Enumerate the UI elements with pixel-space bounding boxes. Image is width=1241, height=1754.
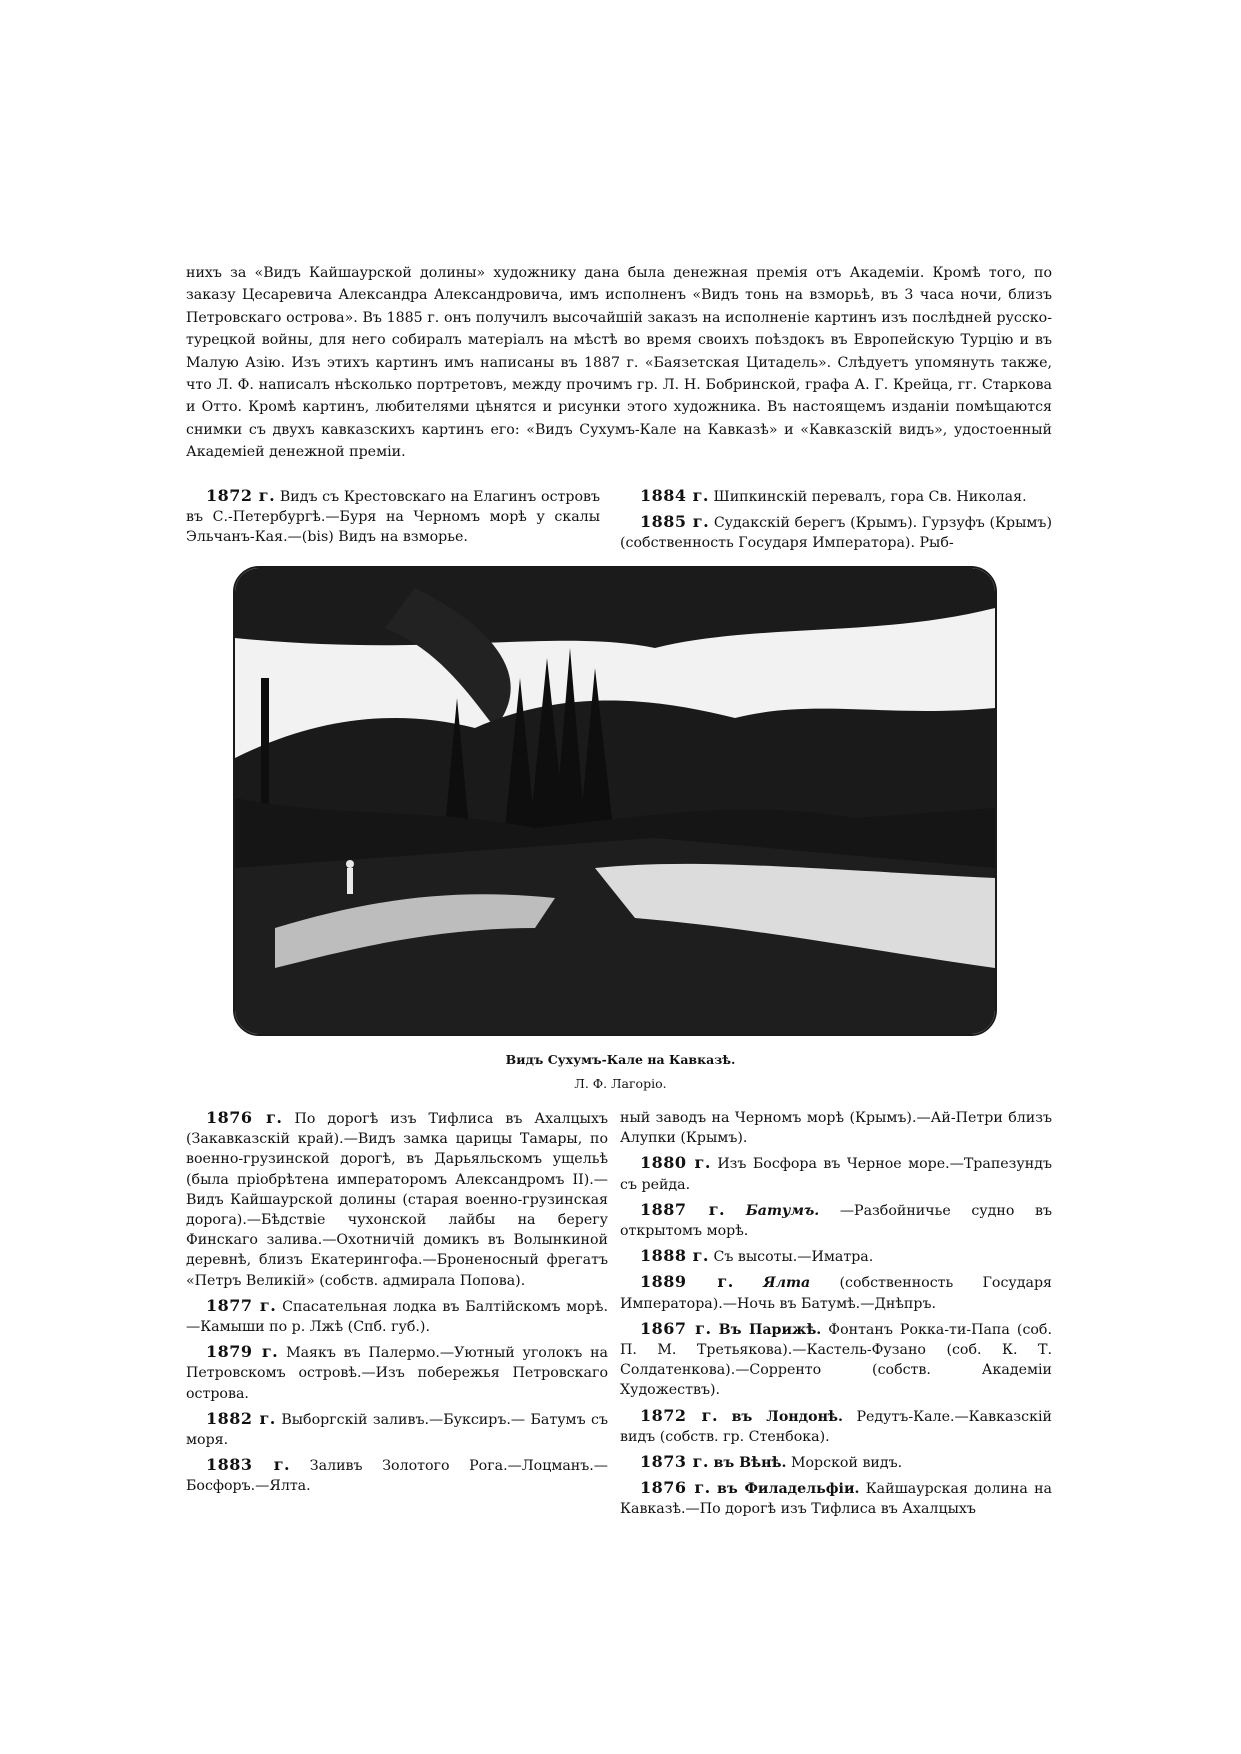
continuation-text: ный заводъ на Черномъ морѣ (Крымъ).—Ай-Петри близъ Алупки (Крымъ).: [620, 1110, 1052, 1147]
entry-text: Заливъ Золотого Рога.—Лоцманъ.—Босфоръ.—Ялта.: [186, 1458, 608, 1495]
entry-text: Выборгскій заливъ.—Буксиръ.— Батумъ съ моря.: [186, 1411, 609, 1449]
year-label: 1887 г.: [640, 1199, 726, 1219]
place-label: въ Лондонѣ.: [731, 1408, 843, 1425]
entry-text: Шипкинскій перевалъ, гора Св. Николая.: [713, 489, 1027, 505]
entry-text: Кайшаурская долина на Кавказѣ.—По дорогѣ изъ Тифлиса въ Ахалцыхъ: [620, 1481, 1053, 1518]
painting-reproduction: [233, 566, 997, 1036]
entry-text: По дорогѣ изъ Тифлиса въ Ахалцыхъ (Закавказскій край).—Видъ замка царицы Тамары, по военно-грузинской дорогѣ, въ Дарьяльскомъ ущельѣ (была пріобрѣтена императоромъ Александромъ II).—Видъ Кайшаурской долины (старая военно-грузинская дорога).—Бѣдствіе чухонской лайбы на берегу Финскаго залива.—Охотничій домикъ въ Волынкиной деревнѣ, близъ Екатерингофа.—Броненосный фрегатъ «Петръ Великій» (собств. адмирала Попова).: [186, 1111, 609, 1289]
place-label: въ Филадельфіи.: [717, 1481, 860, 1498]
landscape-illustration: [235, 568, 995, 1034]
year-label: 1882 г.: [206, 1408, 276, 1428]
top-right-column: [620, 486, 1052, 559]
top-left-column: [186, 486, 600, 553]
bottom-left-column: [186, 1108, 608, 1502]
entry-text: Видъ съ Крестовскаго на Елагинъ островъ въ С.-Петербургѣ.—Буря на Черномъ морѣ у скалы Эльчанъ-Кая.—(bis) Видъ на взморье.: [186, 489, 600, 546]
place-label: Батумъ.: [745, 1202, 820, 1219]
place-label: Ялта: [763, 1275, 811, 1292]
year-label: 1872 г.: [640, 1405, 719, 1425]
entry-text: Судакскій берегъ (Крымъ). Гурзуфъ (Крымъ) (собственность Государя Императора). Рыб-: [620, 515, 1052, 552]
entry-text: Изъ Босфора въ Черное море.—Трапезундъ съ рейда.: [620, 1156, 1052, 1193]
entry-text: —Разбойничье судно въ открытомъ морѣ.: [620, 1202, 1052, 1240]
entry-text: Редутъ-Кале.—Кавказскій видъ (собств. гр. Стенбока).: [620, 1408, 1052, 1445]
entry-text: Морской видъ.: [790, 1455, 903, 1472]
year-label: 1884 г.: [640, 486, 709, 505]
entry-text: Фонтанъ Рокка-ти-Папа (соб. П. М. Третьякова).—Кастель-Фузано (соб. К. Т. Солдатенкова).—Сорренто (собств. Академіи Художествъ).: [620, 1321, 1052, 1399]
entry-text: Съ высоты.—Иматра.: [713, 1249, 874, 1266]
entry-text: (собственность Государя Императора).—Ночь въ Батумѣ.—Днѣпръ.: [620, 1275, 1052, 1312]
place-label: въ Вѣнѣ.: [713, 1455, 787, 1472]
year-label: 1879 г.: [206, 1342, 279, 1362]
year-label: 1880 г.: [640, 1153, 711, 1173]
year-label: 1867 г.: [640, 1318, 712, 1338]
place-label: Въ Парижѣ.: [718, 1321, 822, 1338]
bottom-right-column: [620, 1108, 1052, 1525]
caption-author: Л. Ф. Лагоріо.: [574, 1076, 667, 1091]
year-label: 1888 г.: [640, 1246, 709, 1266]
year-label: 1873 г.: [640, 1452, 709, 1472]
year-label: 1885 г.: [640, 512, 710, 532]
year-label: 1877 г.: [206, 1295, 277, 1315]
year-label: 1889 г.: [640, 1272, 734, 1292]
year-label: 1872 г.: [206, 486, 276, 505]
entry-text: Маякъ въ Палермо.—Уютный уголокъ на Петровскомъ островѣ.—Изъ побережья Петровскаго острова.: [186, 1345, 608, 1402]
intro-paragraph: ниxъ за «Видъ Кайшаурской долины» художнику дана была денежная премія отъ Академіи. Кромѣ того, по заказу Цесаревича Александра Александровича, имъ исполненъ «Видъ тонь на взморьѣ, въ 3 часа ночи, близъ Петровскаго острова». Въ 1885 г. онъ получилъ высочайшій заказъ на исполненіе картинъ изъ послѣдней русско-турецкой войны, для него собиралъ матеріалъ на мѣстѣ во время своихъ поѣздокъ въ Европейскую Турцію и въ Малую Азію. Изъ этихъ картинъ имъ написаны въ 1887 г. «Баязетская Цитадель». Слѣдуетъ упомянуть также, что Л. Ф. написалъ нѣсколько портретовъ, между прочимъ гр. Л. Н. Бобринской, графа А. Г. Крейца, гг. Старкова и Отто. Кромѣ картинъ, любителями цѣнятся и рисунки этого художника. Въ настоящемъ изданіи помѣщаются снимки съ двухъ кавказскихъ картинъ его: «Видъ Сухумъ-Кале на Кавказѣ» и «Кавказскій видъ», удостоенный Академіей денежной преміи.: [186, 265, 1052, 461]
caption-title: Видъ Сухумъ-Кале на Кавказѣ.: [505, 1052, 736, 1067]
year-label: 1883 г.: [206, 1455, 291, 1475]
entry-text: Спасательная лодка въ Балтійскомъ морѣ.—Камыши по р. Лжѣ (Спб. губ.).: [186, 1298, 608, 1336]
year-label: 1876 г.: [640, 1478, 711, 1498]
year-label: 1876 г.: [206, 1108, 283, 1127]
